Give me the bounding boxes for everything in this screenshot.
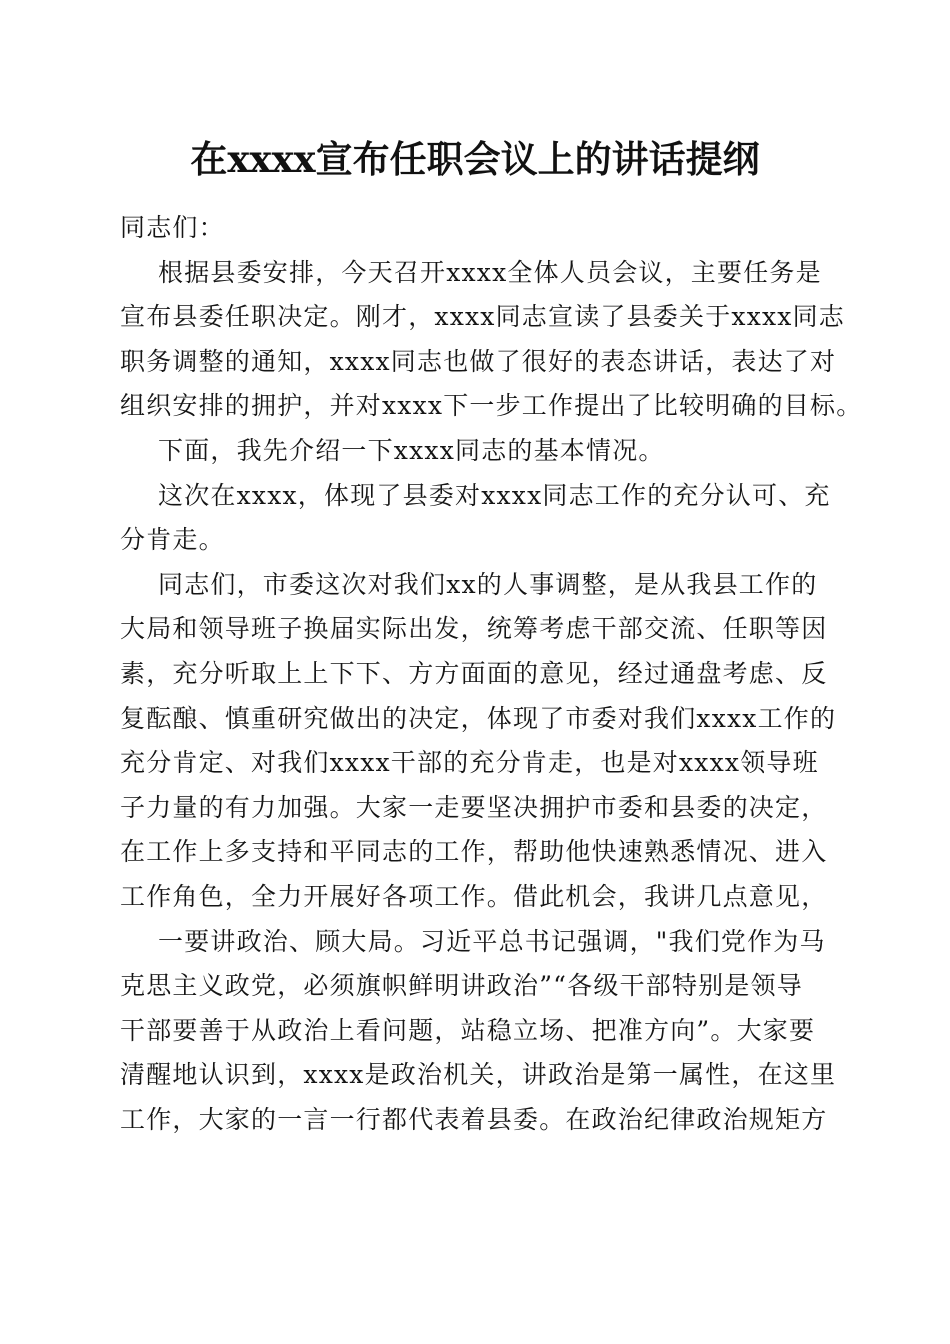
body-line: 工作角色，全力开展好各项工作。借此机会，我讲几点意见，	[120, 881, 828, 911]
body-line: 克思主义政党，必须旗帜鲜明讲政治”“各级干部特别是领导	[120, 971, 803, 1001]
body-line: 宣布县委任职决定。刚才，xxxx同志宣读了县委关于xxxx同志	[120, 302, 845, 332]
body-line: 职务调整的通知，xxxx同志也做了很好的表态讲话，表达了对	[120, 346, 837, 376]
body-line: 干部要善于从政治上看问题，站稳立场、把准方向”。大家要	[120, 1015, 816, 1045]
body-line: 组织安排的拥护，并对xxxx下一步工作提出了比较明确的目标。	[120, 391, 863, 421]
body-line: 素，充分听取上上下下、方方面面的意见，经过通盘考虑、反	[120, 658, 828, 688]
body-line: 同志们，市委这次对我们xx的人事调整，是从我县工作的	[158, 569, 818, 599]
body-line: 根据县委安排，今天召开xxxx全体人员会议，主要任务是	[158, 257, 822, 287]
body-line: 同志们：	[120, 213, 225, 242]
body-line: 工作，大家的一言一行都代表着县委。在政治纪律政治规矩方	[120, 1104, 828, 1134]
document-title: 在xxxx宣布任职会议上的讲话提纲	[190, 137, 760, 181]
body-line: 清醒地认识到，xxxx是政治机关，讲政治是第一属性，在这里	[120, 1060, 837, 1090]
document-body	[120, 206, 863, 1142]
body-line: 下面，我先介绍一下xxxx同志的基本情况。	[158, 435, 665, 465]
body-line: 复酝酿、慎重研究做出的决定，体现了市委对我们xxxx工作的	[120, 703, 837, 733]
body-line: 一要讲政治、顾大局。习近平总书记强调，"我们党作为马	[158, 926, 826, 956]
body-line: 这次在xxxx，体现了县委对xxxx同志工作的充分认可、充	[158, 480, 831, 510]
body-line: 子力量的有力加强。大家一走要坚决拥护市委和县委的决定，	[120, 792, 828, 822]
body-line: 分肯走。	[120, 525, 225, 555]
body-line: 充分肯定、对我们xxxx干部的充分肯走，也是对xxxx领导班	[120, 748, 819, 778]
body-line: 在工作上多支持和平同志的工作，帮助他快速熟悉情况、进入	[120, 837, 828, 867]
body-line: 大局和领导班子换届实际出发，统筹考虑干部交流、任职等因	[120, 614, 828, 644]
